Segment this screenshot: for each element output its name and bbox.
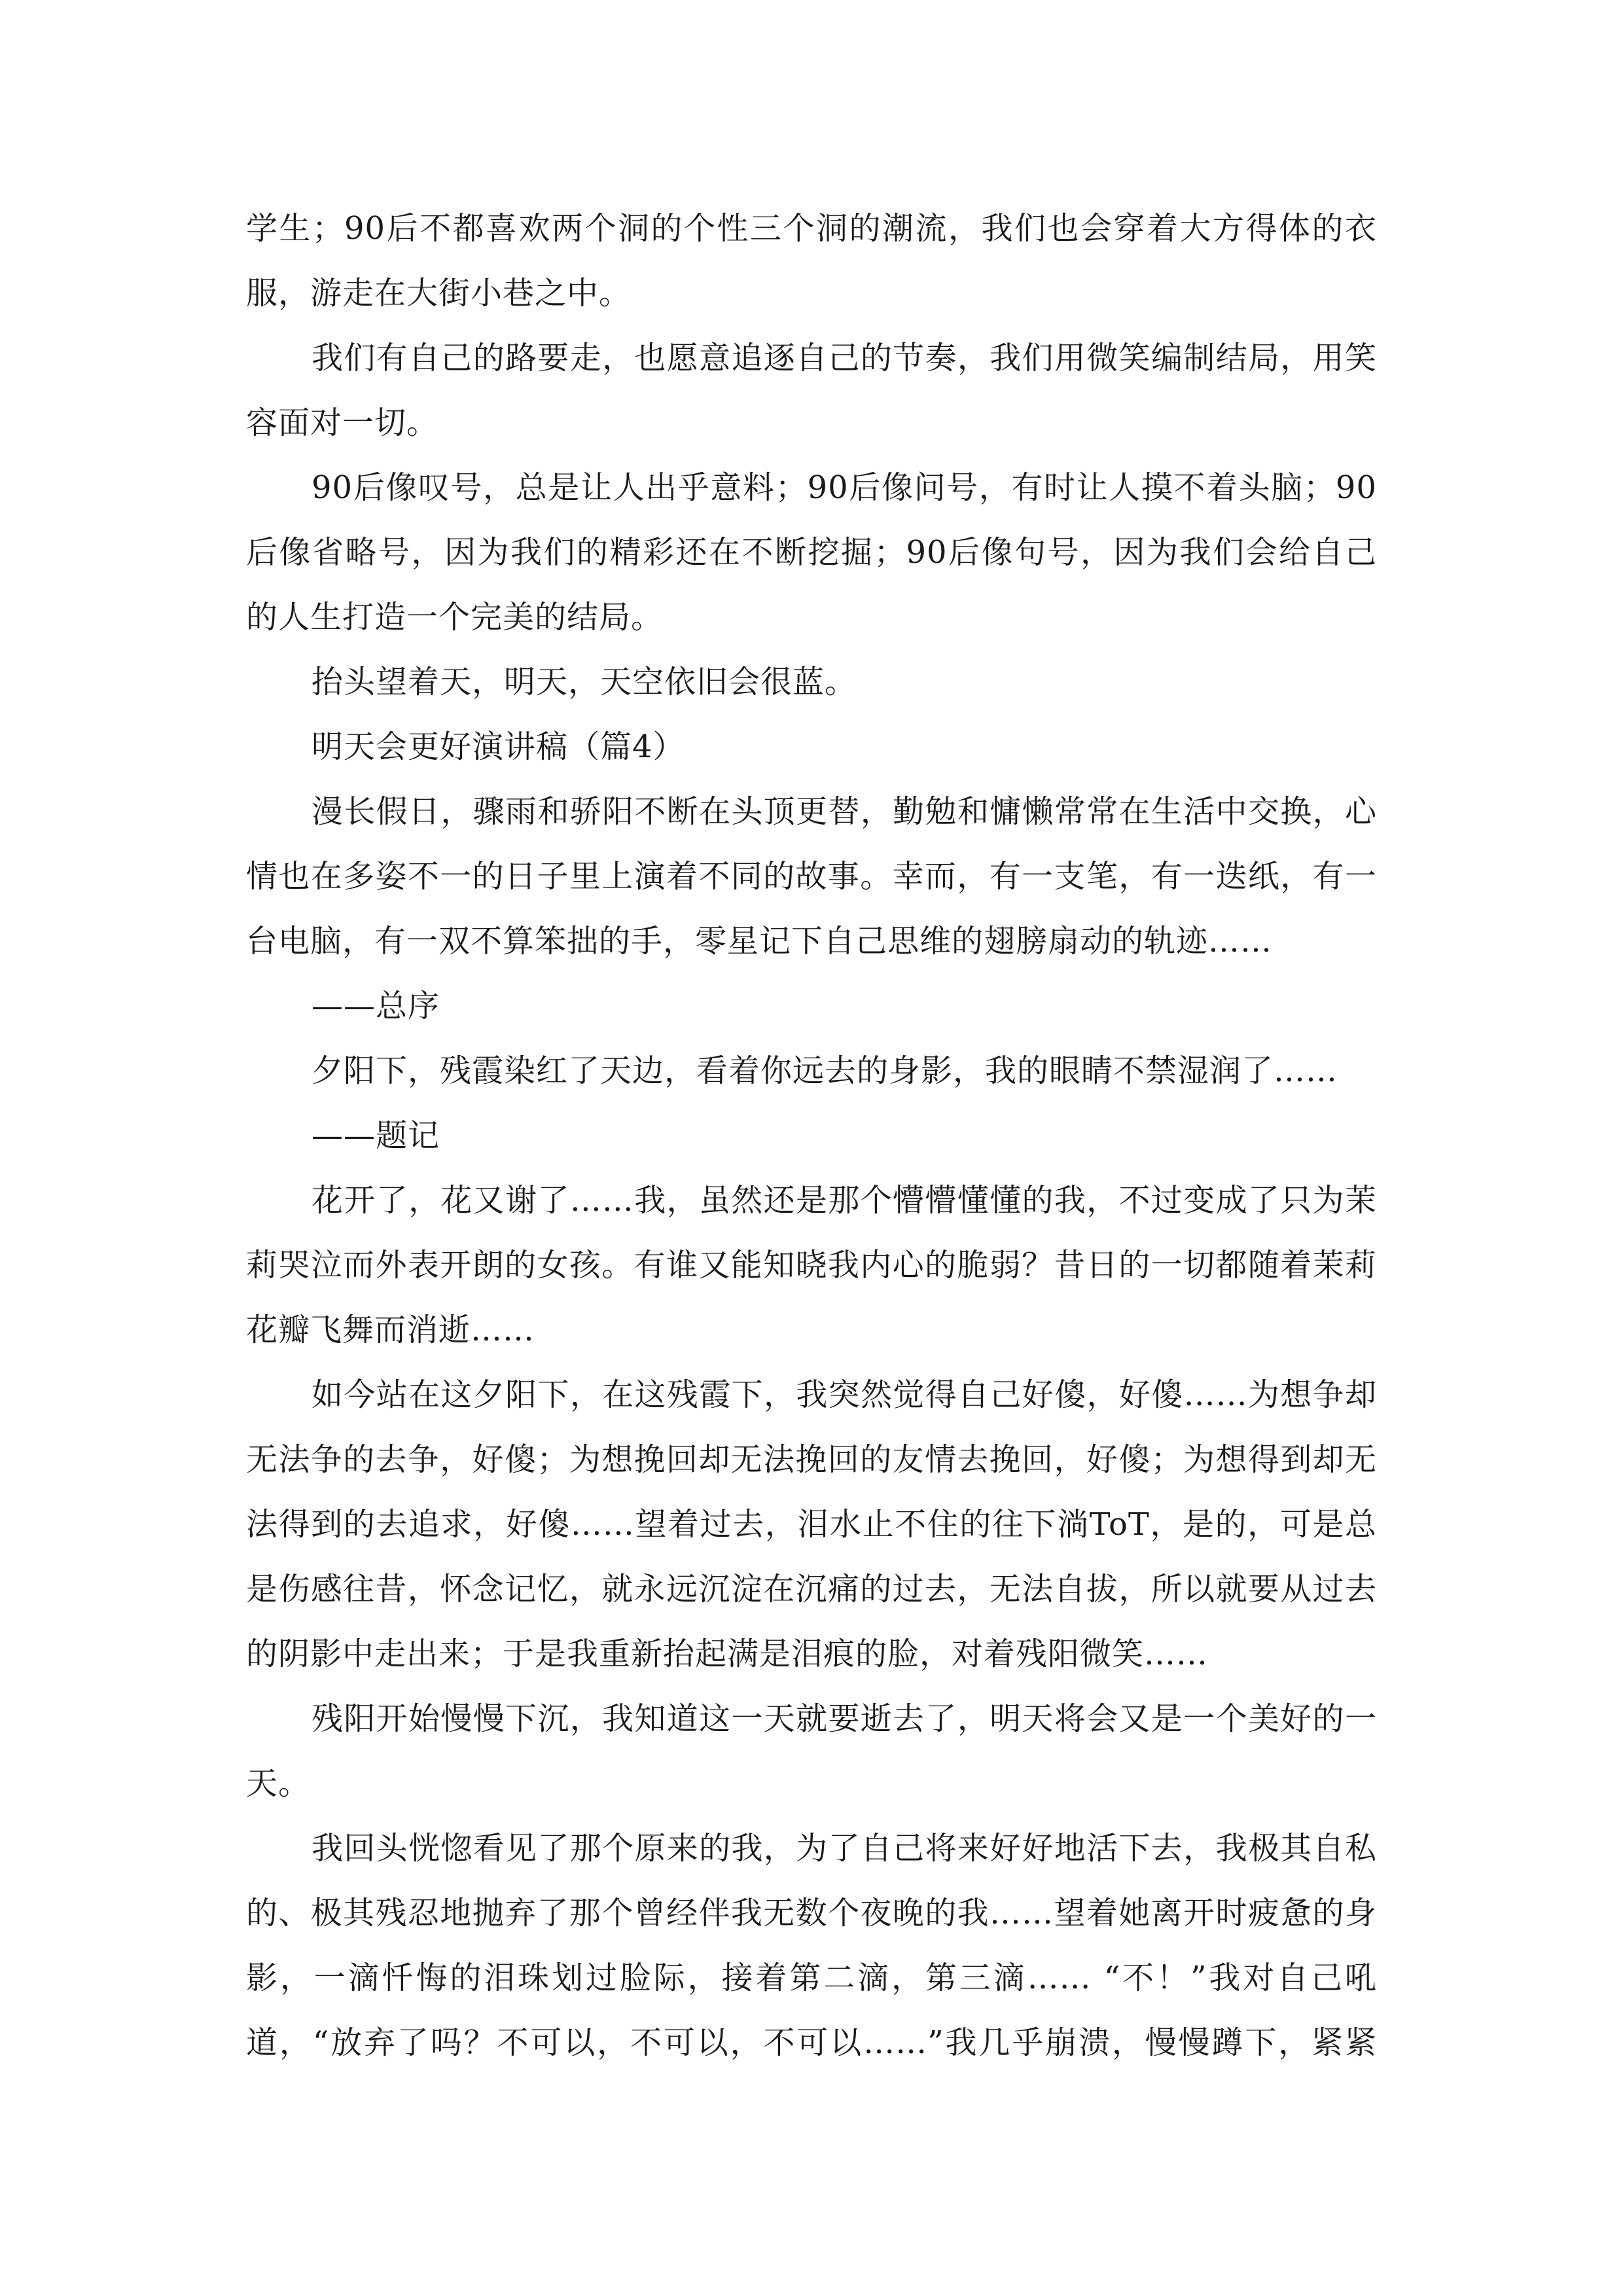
text-line: 花瓣飞舞而消逝…… <box>246 1312 535 1348</box>
text-line: 影，一滴忏悔的泪珠划过脸际，接着第二滴，第三滴…… “不！”我对自己吼 <box>246 1960 1377 1996</box>
text-line: 后像省略号，因为我们的精彩还在不断挖掘；90后像句号，因为我们会给自己 <box>246 534 1377 571</box>
attribution-line: ——总序 <box>312 988 440 1024</box>
text-line: 台电脑，有一双不算笨拙的手，零星记下自己思维的翅膀扇动的轨迹…… <box>246 923 1273 960</box>
text-line: 天。 <box>246 1765 311 1802</box>
paragraph-start: 我回头恍惚看见了那个原来的我，为了自己将来好好地活下去，我极其自私 <box>312 1830 1377 1867</box>
paragraph-start: 90后像叹号，总是让人出乎意料；90后像问号，有时让人摸不着头脑；90 <box>312 469 1377 506</box>
text-line: 的人生打造一个完美的结局。 <box>246 599 664 636</box>
text-line: 莉哭泣而外表开朗的女孩。有谁又能知晓我内心的脆弱？昔日的一切都随着茉莉 <box>246 1247 1377 1283</box>
text-line: 法得到的去追求，好傻……望着过去，泪水止不住的往下淌ToT，是的，可是总 <box>246 1506 1377 1543</box>
text-line: 服，游走在大街小巷之中。 <box>246 275 632 312</box>
text-line: 是伤感往昔，怀念记忆，就永远沉淀在沉痛的过去，无法自拔，所以就要从过去 <box>246 1571 1377 1607</box>
text-line: 情也在多姿不一的日子里上演着不同的故事。幸而，有一支笔，有一迭纸，有一 <box>246 858 1377 895</box>
paragraph-start: 如今站在这夕阳下，在这残霞下，我突然觉得自己好傻，好傻……为想争却 <box>312 1376 1377 1413</box>
text-line: 容面对一切。 <box>246 404 439 441</box>
text-line: 的、极其残忍地抛弃了那个曾经伴我无数个夜晚的我……望着她离开时疲惫的身 <box>246 1895 1377 1931</box>
text-line: 学生；90后不都喜欢两个洞的个性三个洞的潮流，我们也会穿着大方得体的衣 <box>246 210 1377 247</box>
attribution-line: ——题记 <box>312 1117 440 1154</box>
paragraph-start: 我们有自己的路要走，也愿意追逐自己的节奏，我们用微笑编制结局，用笑 <box>312 340 1377 376</box>
paragraph-start: 夕阳下，残霞染红了天边，看着你远去的身影，我的眼睛不禁湿润了…… <box>312 1052 1338 1089</box>
paragraph-start: 抬头望着天，明天，天空依旧会很蓝。 <box>312 664 857 700</box>
text-line: 道，“放弃了吗？不可以，不可以，不可以……”我几乎崩溃，慢慢蹲下，紧紧 <box>246 2024 1377 2061</box>
document-body <box>246 196 1377 2075</box>
paragraph-start: 漫长假日，骤雨和骄阳不断在头顶更替，勤勉和慵懒常常在生活中交换，心 <box>312 793 1377 830</box>
text-line: 无法争的去争，好傻；为想挽回却无法挽回的友情去挽回，好傻；为想得到却无 <box>246 1441 1377 1478</box>
section-heading: 明天会更好演讲稿（篇4） <box>312 728 685 765</box>
paragraph-start: 花开了，花又谢了……我，虽然还是那个懵懵懂懂的我，不过变成了只为茉 <box>312 1182 1377 1219</box>
text-line: 的阴影中走出来；于是我重新抬起满是泪痕的脸，对着残阳微笑…… <box>246 1636 1209 1672</box>
paragraph-start: 残阳开始慢慢下沉，我知道这一天就要逝去了，明天将会又是一个美好的一 <box>312 1700 1377 1737</box>
